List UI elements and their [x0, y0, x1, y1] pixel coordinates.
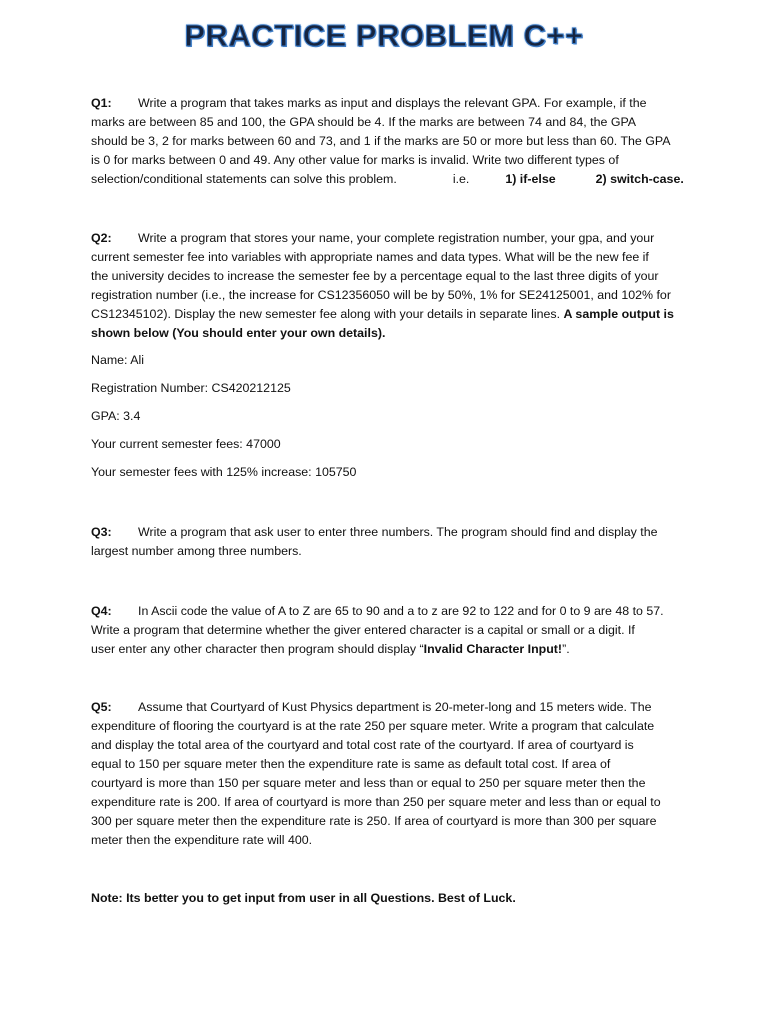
question-text-line: largest number among three numbers. [91, 544, 302, 558]
question-label: Q5: [91, 700, 112, 714]
question-text-line: Write a program that stores your name, your complete registration number, your gpa, and your [138, 231, 655, 245]
question-text-line: Write a program that determine whether the giver entered character is a capital or small or a digit. If [91, 623, 635, 637]
question-4: Q4: In Ascii code the value of A to Z are 65 to 90 and a to z are 92 to 122 and for 0 to 9 are 48 to 57. Write a program that determine whether the giver entered character is a capital or small or a digit. If user enter any other character then program should display “Invalid Character Input!”. [91, 602, 691, 659]
question-text-line: CS12345102). Display the new semester fee along with your details in separate lines. [91, 307, 561, 321]
question-text-line: courtyard is more than 150 per square meter and less than or equal to 250 per square meter then the [91, 776, 646, 790]
question-text-line: registration number (i.e., the increase for CS12356050 will be by 50%, 1% for SE24125001, and 102% for [91, 288, 671, 302]
question-text-line: Write a program that takes marks as input and displays the relevant GPA. For example, if the [138, 96, 647, 110]
question-label: Q3: [91, 525, 112, 539]
question-text-line: and display the total area of the courtyard and total cost rate of the courtyard. If area of courtyard is [91, 738, 634, 752]
sample-output-note: A sample output is [563, 307, 674, 321]
sample-current-fees: Your current semester fees: 47000 [91, 437, 281, 451]
question-1 [91, 94, 691, 189]
option-switch-case: 2) switch-case. [595, 172, 684, 186]
question-text-line: 300 per square meter then the expenditure rate is 250. If area of courtyard is more than 300 per square [91, 814, 657, 828]
question-3 [91, 523, 691, 561]
question-text-line: Assume that Courtyard of Kust Physics department is 20-meter-long and 15 meters wide. The [138, 700, 652, 714]
sample-output-note: shown below (You should enter your own details). [91, 326, 386, 340]
question-text-line: selection/conditional statements can solve this problem. [91, 172, 397, 186]
question-text-line: Write a program that ask user to enter three numbers. The program should find and display the [138, 525, 658, 539]
question-text-line: In Ascii code the value of A to Z are 65 to 90 and a to z are 92 to 122 and for 0 to 9 are 48 to 57. [138, 604, 664, 618]
question-text-line: is 0 for marks between 0 and 49. Any other value for marks is invalid. Write two different types of [91, 153, 619, 167]
question-text-line: meter then the expenditure rate will 400. [91, 833, 313, 847]
sample-name: Name: Ali [91, 353, 145, 367]
question-text-line: expenditure rate is 200. If area of courtyard is more than 250 per square meter and less than or equal to [91, 795, 661, 809]
question-text-line: current semester fee into variables with appropriate names and data types. What will be the new fee if [91, 250, 649, 264]
question-5 [91, 698, 691, 850]
question-label: Q4: [91, 604, 112, 618]
sample-gpa: GPA: 3.4 [91, 409, 141, 423]
sample-new-fees: Your semester fees with 125% increase: 105750 [91, 465, 357, 479]
closing-note: Note: Its better you to get input from user in all Questions. Best of Luck. [91, 891, 516, 905]
invalid-input-message: Invalid Character Input! [423, 642, 563, 656]
question-label: Q1: [91, 96, 112, 110]
question-label: Q2: [91, 231, 112, 245]
option-if-else: 1) if-else [505, 172, 556, 186]
question-2 [91, 229, 691, 343]
question-text-line: should be 3, 2 for marks between 60 and 73, and 1 if the marks are 50 or more but less than 60. The GPA [91, 134, 671, 148]
question-text-line: equal to 150 per square meter then the expenditure rate is same as default total cost. If area of [91, 757, 611, 771]
sample-registration: Registration Number: CS420212125 [91, 381, 291, 395]
question-text-line: expenditure of flooring the courtyard is at the rate 250 per square meter. Write a program that calculate [91, 719, 655, 733]
question-text-line: the university decides to increase the semester fee by a percentage equal to the last three digits of your [91, 269, 659, 283]
ie-text: i.e. [452, 172, 470, 186]
question-text-line: user enter any other character then program should display “ [91, 642, 424, 656]
question-text-line: marks are between 85 and 100, the GPA should be 4. If the marks are between 74 and 84, the GPA [91, 115, 637, 129]
page-title: PRACTICE PROBLEM C++ [184, 18, 584, 53]
